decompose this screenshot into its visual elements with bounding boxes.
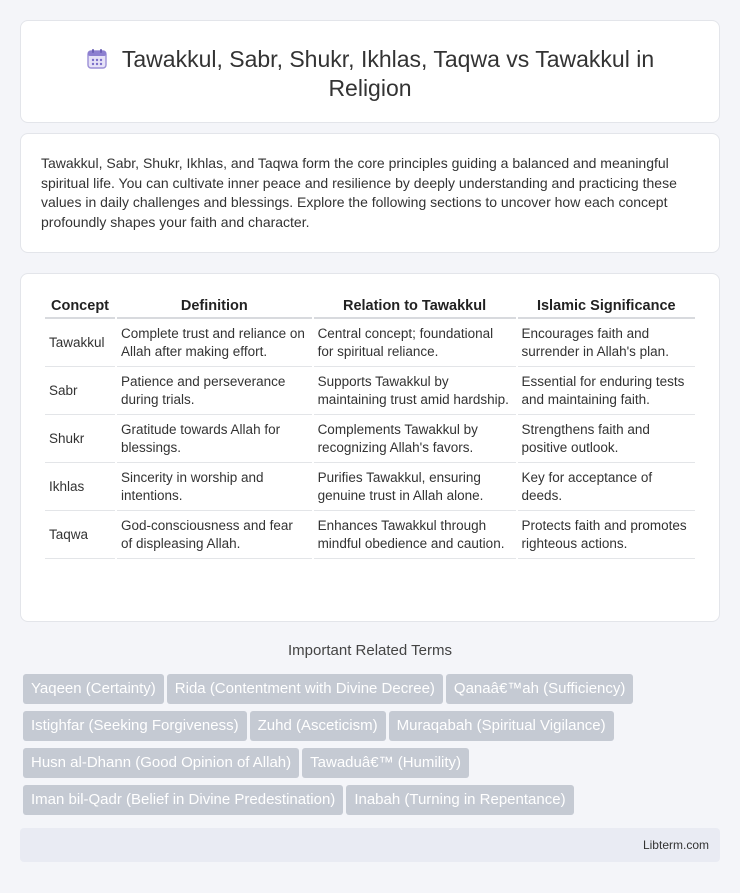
header-significance: Islamic Significance <box>518 294 695 319</box>
cell-definition: Gratitude towards Allah for blessings. <box>117 415 312 463</box>
related-term-tag[interactable]: Istighfar (Seeking Forgiveness) <box>23 711 247 741</box>
cell-definition: God-consciousness and fear of displeasing Allah. <box>117 511 312 559</box>
cell-significance: Protects faith and promotes righteous actions. <box>518 511 695 559</box>
table-row <box>45 319 695 367</box>
cell-definition: Complete trust and reliance on Allah after making effort. <box>117 319 312 367</box>
footer-site-link[interactable]: Libterm.com <box>642 838 709 852</box>
cell-relation: Supports Tawakkul by maintaining trust amid hardship. <box>314 367 516 415</box>
related-term-tag[interactable]: Iman bil-Qadr (Belief in Divine Predestination) <box>23 785 343 815</box>
footer <box>20 828 720 862</box>
table-row <box>45 511 695 559</box>
cell-significance: Strengthens faith and positive outlook. <box>518 415 695 463</box>
related-term-tag[interactable]: Rida (Contentment with Divine Decree) <box>167 674 443 704</box>
related-term-tag[interactable]: Tawaduâ€™ (Humility) <box>302 748 469 778</box>
cell-concept: Tawakkul <box>45 319 115 367</box>
related-term-tag[interactable]: Husn al-Dhann (Good Opinion of Allah) <box>23 748 299 778</box>
related-term-tag[interactable]: Zuhd (Asceticism) <box>250 711 386 741</box>
tag-row <box>23 711 723 748</box>
tag-row <box>23 748 723 785</box>
related-term-tag[interactable]: Qanaâ€™ah (Sufficiency) <box>446 674 633 704</box>
table-row <box>45 415 695 463</box>
cell-concept: Sabr <box>45 367 115 415</box>
cell-significance: Encourages faith and surrender in Allah's plan. <box>518 319 695 367</box>
related-term-tag[interactable]: Inabah (Turning in Repentance) <box>346 785 573 815</box>
table-header-row <box>45 294 695 319</box>
intro-text: Tawakkul, Sabr, Shukr, Ikhlas, and Taqwa form the core principles guiding a balanced and meaningful spiritual life. You can cultivate inner peace and resilience by deeply understanding and practicing these values in daily challenges and blessings. Explore the following sections to uncover how each concept profoundly shapes your faith and character. <box>41 155 677 230</box>
page-title-text: Tawakkul, Sabr, Shukr, Ikhlas, Taqwa vs Tawakkul in Religion <box>121 46 655 101</box>
cell-concept: Taqwa <box>45 511 115 559</box>
header-definition: Definition <box>117 294 312 319</box>
header-card <box>20 20 720 123</box>
table-row <box>45 463 695 511</box>
cell-relation: Central concept; foundational for spiritual reliance. <box>314 319 516 367</box>
page-title <box>21 45 719 103</box>
comparison-table <box>43 294 697 559</box>
cell-concept: Shukr <box>45 415 115 463</box>
intro-card <box>20 133 720 253</box>
cell-relation: Complements Tawakkul by recognizing Allah's favors. <box>314 415 516 463</box>
related-terms-list <box>23 674 723 822</box>
table-row <box>45 367 695 415</box>
cell-relation: Enhances Tawakkul through mindful obedience and caution. <box>314 511 516 559</box>
cell-relation: Purifies Tawakkul, ensuring genuine trust in Allah alone. <box>314 463 516 511</box>
tag-row <box>23 674 723 711</box>
cell-definition: Sincerity in worship and intentions. <box>117 463 312 511</box>
header-relation: Relation to Tawakkul <box>314 294 516 319</box>
cell-significance: Essential for enduring tests and maintaining faith. <box>518 367 695 415</box>
cell-concept: Ikhlas <box>45 463 115 511</box>
tag-row <box>23 785 723 822</box>
comparison-table-card <box>20 273 720 622</box>
header-concept: Concept <box>45 294 115 319</box>
related-term-tag[interactable]: Yaqeen (Certainty) <box>23 674 164 704</box>
related-term-tag[interactable]: Muraqabah (Spiritual Vigilance) <box>389 711 614 741</box>
related-terms-title: Important Related Terms <box>288 642 452 659</box>
cell-significance: Key for acceptance of deeds. <box>518 463 695 511</box>
calendar-icon <box>86 48 108 70</box>
cell-definition: Patience and perseverance during trials. <box>117 367 312 415</box>
